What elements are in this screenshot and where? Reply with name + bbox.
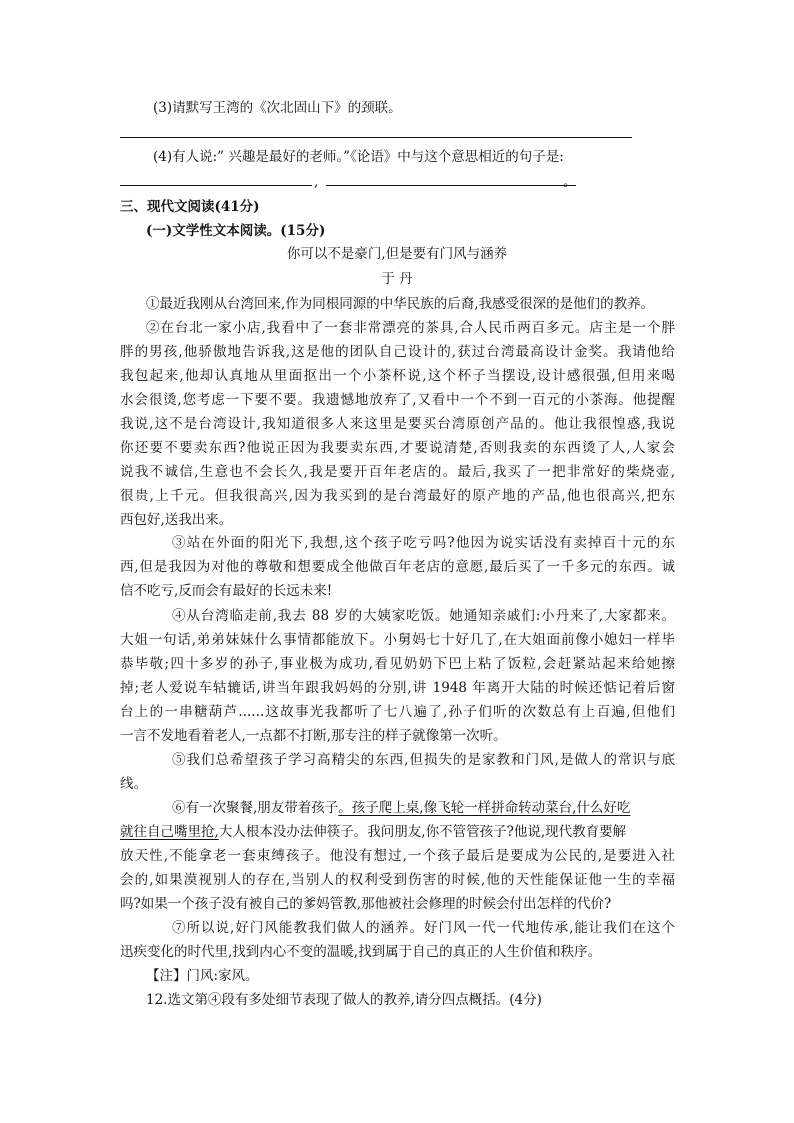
p5-line: 线。 <box>120 776 147 792</box>
p3-line: ③站在外面的阳光下,我想,这个孩子吃亏吗?他因为说实话没有卖掉百十元的东 <box>172 535 675 551</box>
p2-line: 很贵,上千元。但我很高兴,因为我买到的是台湾最好的原产地的产品,他也很高兴,把东 <box>120 488 675 504</box>
p3-line: 西,但是我因为对他的尊敬和想要成全他做百年老店的意愿,最后买了一千多元的东西。诚 <box>120 559 675 575</box>
question-3: (3)请默写王湾的《次北固山下》的颈联。 <box>153 100 402 116</box>
p2-line: 我包起来,他却认真地从里面抠出一个小茶杯说,这个杯子当摆设,设计感很强,但用来喝 <box>120 368 675 384</box>
p4-line: 台上的一串糖葫芦......这故事光我都听了七八遍了,孙子们听的次数总有上百遍,但他们 <box>120 704 675 720</box>
answer-line-q3 <box>120 137 632 138</box>
article-author: 于 丹 <box>381 271 413 287</box>
p3-line: 信不吃亏,反而会有最好的长远未来! <box>120 583 333 599</box>
p2-line: 水会很烫,您考虑一下要不要。我遗憾地放弃了,又看中一个不到一百元的小茶海。他提醒 <box>120 392 675 408</box>
p4-line: 掉;老人爱说车轱辘话,讲当年跟我妈妈的分别,讲 1948 年离开大陆的时候还惦记着后窗 <box>120 680 675 696</box>
p2-line: 我说,这不是台湾设计,我知道很多人来这里是要买台湾原创产品的。他让我很惶惑,我说 <box>120 416 675 432</box>
p4-line: 大姐一句话,弟弟妹妹什么事情都能放下。小舅妈七十好几了,在大姐面前像小媳妇一样毕 <box>120 632 675 648</box>
question-12: 12.选文第④段有多处细节表现了做人的教养,请分四点概括。(4分) <box>146 992 542 1008</box>
p2-line: ②在台北一家小店,我看中了一套非常漂亮的茶具,合人民币两百多元。店主是一个胖 <box>146 320 675 336</box>
p4-line: 一言不发地看着老人,一点都不打断,那专注的样子就像第一次听。 <box>120 728 507 744</box>
p2-line: 胖的男孩,他骄傲地告诉我,这是他的团队自己设计的,获过台湾最高设计金奖。我请他给 <box>120 344 675 360</box>
p6-text: ⑥有一次聚餐,朋友带着孩子 <box>172 800 339 816</box>
q4-comma: , <box>314 174 319 190</box>
p5-line: ⑤我们总希望孩子学习高精尖的东西,但损失的是家教和门风,是做人的常识与底 <box>172 752 675 768</box>
q4-period: 。 <box>563 174 577 190</box>
p6-line-2 <box>120 822 626 842</box>
section-heading: 三、现代文阅读(41分) <box>120 199 260 215</box>
p2-line: 说我不诚信,生意也不会长久,我是要开百年老店的。最后,我买了一把非常好的柴烧壶, <box>120 464 675 480</box>
p6-line: 吗?如果一个孩子没有被自己的爹妈管教,那他被社会修理的时候会付出怎样的代价? <box>120 896 612 912</box>
p6-text: 大人根本没办法伸筷子。我问朋友,你不管管孩子?他说,现代教育要解 <box>218 824 627 840</box>
p6-underlined-sentence: 。孩子爬上桌,像飞轮一样拼命转动菜台,什么好吃 <box>338 800 631 816</box>
article-title: 你可以不是豪门,但是要有门风与涵养 <box>286 246 508 262</box>
p4-line: ④从台湾临走前,我去 88 岁的大姨家吃饭。她通知亲戚们:小丹来了,大家都来。 <box>172 608 675 624</box>
note: 【注】门风:家风。 <box>146 968 259 984</box>
answer-line-q4-a <box>120 185 312 186</box>
p4-line: 恭毕敬;四十多岁的孙子,事业极为成功,看见奶奶下巴上粘了饭粒,会赶紧站起来给她擦 <box>120 656 675 672</box>
p6-line-1 <box>172 798 630 818</box>
sub-heading: (一)文学性文本阅读。(15分) <box>146 223 326 239</box>
p6-line: 放天性,不能拿老一套束缚孩子。他没有想过,一个孩子最后是要成为公民的,是要进入社 <box>120 848 675 864</box>
question-4: (4)有人说:” 兴趣是最好的老师。”《论语》中与这个意思相近的句子是: <box>153 149 564 165</box>
paragraph-1: ①最近我刚从台湾回来,作为同根同源的中华民族的后裔,我感受很深的是他们的教养。 <box>146 296 655 312</box>
p7-line: 迅疾变化的时代里,找到内心不变的温暖,找到属于自己的真正的人生价值和秩序。 <box>120 944 602 960</box>
answer-line-q4-b <box>326 185 576 186</box>
p6-line: 会的,如果漠视别人的存在,当别人的权利受到伤害的时候,他的天性能保证他一生的幸福 <box>120 872 675 888</box>
p6-underlined-sentence: 就往自己嘴里抢, <box>120 824 219 840</box>
p2-line: 你还要不要卖东西?他说正因为我要卖东西,才要说清楚,否则我卖的东西烫了人,人家会 <box>120 440 675 456</box>
p2-line: 西包好,送我出来。 <box>120 512 233 528</box>
p7-line: ⑦所以说,好门风能教我们做人的涵养。好门风一代一代地传承,能让我们在这个 <box>172 920 675 936</box>
